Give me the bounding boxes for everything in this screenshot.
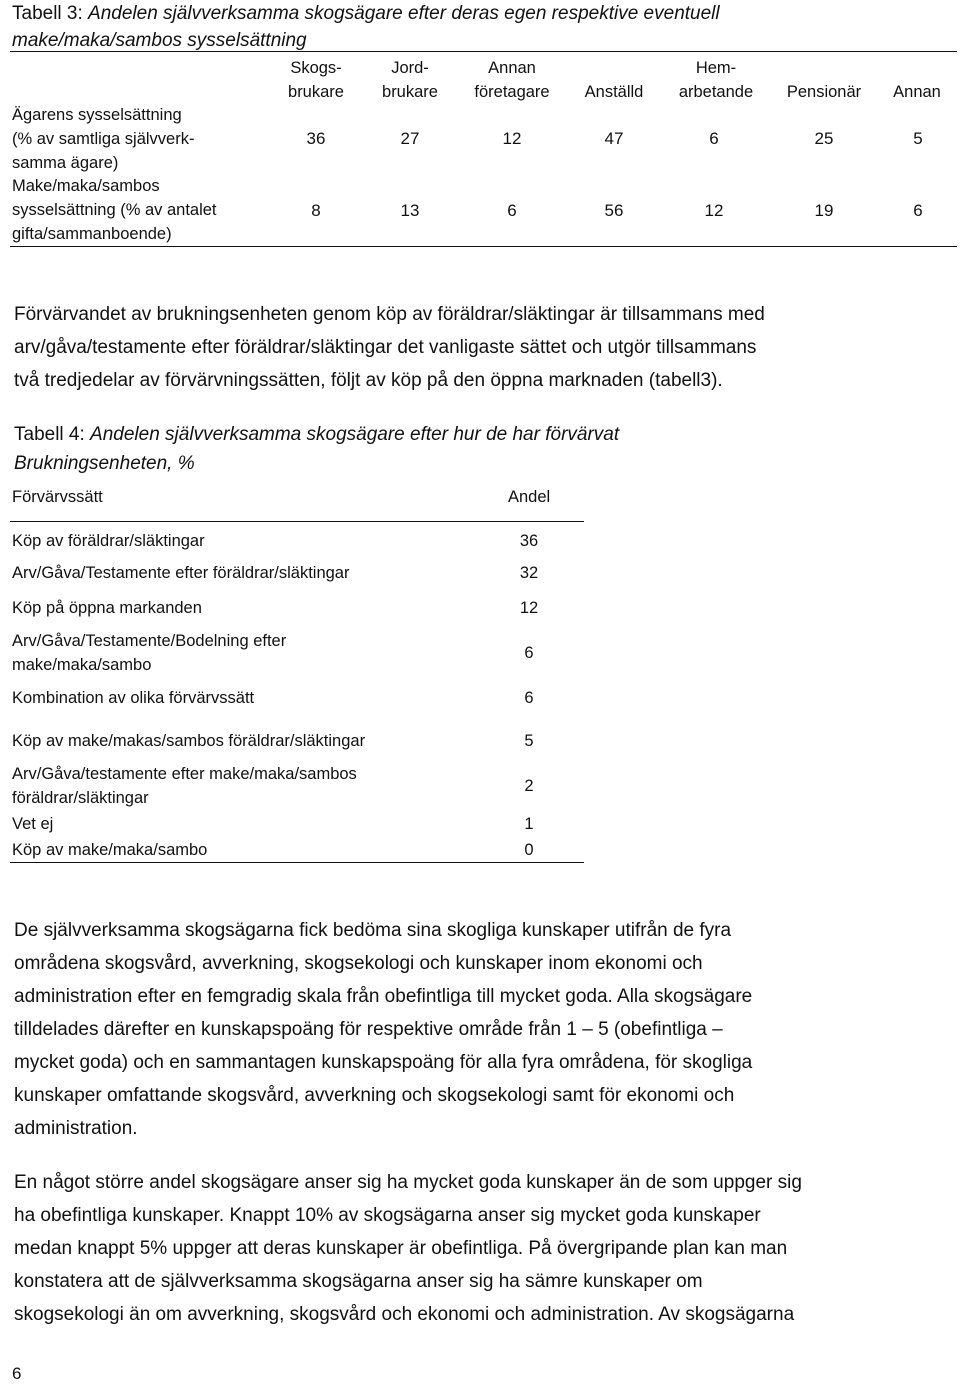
table3-col-header-line: Anställd <box>584 83 644 101</box>
table3-col-header-line: Annan <box>488 59 536 77</box>
paragraph-line: tilldelades därefter en kunskapspoäng för respektive område från 1 – 5 (obefintliga – <box>14 1019 723 1040</box>
paragraph-line: två tredjedelar av förvärvningssätten, följt av köp på den öppna marknaden (tabell3). <box>14 370 723 391</box>
paragraph-line: konstatera att de självverksamma skogsägarna anser sig ha sämre kunskaper om <box>14 1271 703 1292</box>
table4-caption <box>14 420 774 478</box>
paragraph-line: administration efter en femgradig skala från obefintliga till mycket goda. Alla skogsägare <box>14 986 753 1007</box>
table3-col-header <box>882 54 952 104</box>
table3-col-header-line: brukare <box>382 83 438 101</box>
table4-row-value: 36 <box>519 532 539 550</box>
paragraph-line: mycket goda) och en sammantagen kunskapspoäng för alla fyra områdena, för skogliga <box>14 1052 753 1073</box>
paragraph-line: arv/gåva/testamente efter föräldrar/släktingar det vanligaste sättet och utgör tillsammans <box>14 337 757 358</box>
page-number: 6 <box>12 1364 22 1383</box>
table3-col-header-line: brukare <box>288 83 344 101</box>
table3-col-header-line: Skogs- <box>290 59 342 77</box>
paragraph-line: De självverksamma skogsägarna fick bedöma sina skogliga kunskaper utifrån de fyra <box>14 920 732 941</box>
table3-caption-title-line1: Andelen självverksamma skogsägare efter deras egen respektive eventuell <box>88 3 720 24</box>
table3-col-header-line: Hem- <box>695 59 737 77</box>
table3-cell: 6 <box>507 201 517 220</box>
table3-cell: 12 <box>704 201 724 220</box>
paragraph-acquisition <box>14 298 914 397</box>
table4-row-label: Arv/Gåva/Testamente efter föräldrar/släktingar <box>12 564 350 582</box>
table4-row-label: Köp på öppna markanden <box>12 599 202 617</box>
table4-row-value: 2 <box>524 777 534 795</box>
table4-bottom-rule <box>10 862 584 863</box>
table3-col-header-line: Jord- <box>391 59 429 77</box>
table3-col-header <box>370 54 450 104</box>
table3-col-header-line: arbetande <box>678 83 754 101</box>
table3-cell: 12 <box>502 129 522 148</box>
table3-cell: 6 <box>913 201 923 220</box>
table3-row-label: Make/maka/sambos sysselsättning (% av antalet gifta/sammanboende) <box>12 177 217 243</box>
table3-caption-title-line2: make/maka/sambos sysselsättning <box>12 30 307 51</box>
table3-col-header <box>276 54 356 104</box>
table4-row-label: Köp av make/makas/sambos föräldrar/släktingar <box>12 732 366 750</box>
table3-cell: 56 <box>604 201 624 220</box>
table4-caption-lead: Tabell 4: <box>14 424 91 445</box>
paragraph-line: administration. <box>14 1118 138 1139</box>
table4-row-value: 32 <box>519 564 539 582</box>
table4-row-label: Köp av föräldrar/släktingar <box>12 532 205 550</box>
table3-cell: 19 <box>814 201 834 220</box>
table3-col-header <box>776 54 872 104</box>
table4-row-value: 0 <box>524 841 534 859</box>
table3-cell: 6 <box>709 129 719 148</box>
table4-row-value: 12 <box>519 599 539 617</box>
table4-row-label: Arv/Gåva/testamente efter make/maka/sambos föräldrar/släktingar <box>12 765 357 807</box>
table3-cell: 25 <box>814 129 834 148</box>
table4-row-value: 1 <box>524 815 534 833</box>
table3-col-header <box>572 54 656 104</box>
table4-header-value: Andel <box>508 488 551 506</box>
paragraph-line: skogsekologi än om avverkning, skogsvård och ekonomi och administration. Av skogsägarna <box>14 1304 795 1325</box>
table3-caption-lead: Tabell 3: <box>12 3 89 24</box>
paragraph-knowledge-method <box>14 914 914 1145</box>
table4-header-rule <box>10 521 584 522</box>
table3-cell: 5 <box>913 129 923 148</box>
table3-cell: 27 <box>400 129 420 148</box>
table4-row-value: 6 <box>524 689 534 707</box>
table4-row-label: Köp av make/maka/sambo <box>12 841 208 859</box>
table3-col-header <box>666 54 766 104</box>
table4-row-label: Vet ej <box>12 815 54 833</box>
paragraph-line: områdena skogsvård, avverkning, skogsekologi och kunskaper inom ekonomi och <box>14 953 703 974</box>
table3-col-header-line: Annan <box>893 83 941 101</box>
table3-col-header-line: företagare <box>474 83 550 101</box>
table3-cell: 36 <box>306 129 326 148</box>
paragraph-line: medan knappt 5% uppger att deras kunskaper är obefintliga. På övergripande plan kan man <box>14 1238 788 1259</box>
table3-top-rule <box>10 51 957 52</box>
table3-col-header-line: Pensionär <box>786 83 862 101</box>
table4-row-value: 6 <box>524 644 534 662</box>
table4-row-label: Kombination av olika förvärvssätt <box>12 689 255 707</box>
table3-cell: 8 <box>311 201 321 220</box>
paragraph-knowledge-results <box>14 1166 914 1331</box>
table3-col-header <box>462 54 562 104</box>
paragraph-line: ha obefintliga kunskaper. Knappt 10% av skogsägarna anser sig mycket goda kunskaper <box>14 1205 761 1226</box>
table4-row-value: 5 <box>524 732 534 750</box>
table4-caption-title-line2: Brukningsenheten, % <box>14 453 195 474</box>
table4-header-label: Förvärvssätt <box>12 488 103 506</box>
paragraph-line: Förvärvandet av brukningsenheten genom köp av föräldrar/släktingar är tillsammans med <box>14 304 765 325</box>
table3-cell: 47 <box>604 129 624 148</box>
table3-bottom-rule <box>10 246 957 247</box>
table3-row-label: Ägarens sysselsättning (% av samtliga självverk- samma ägare) <box>12 106 195 172</box>
table3-cell: 13 <box>400 201 420 220</box>
table4-row-label: Arv/Gåva/Testamente/Bodelning efter make/maka/sambo <box>12 632 287 674</box>
table3-caption <box>12 0 912 54</box>
paragraph-line: kunskaper omfattande skogsvård, avverkning och skogsekologi samt för ekonomi och <box>14 1085 735 1106</box>
paragraph-line: En något större andel skogsägare anser sig ha mycket goda kunskaper än de som uppger sig <box>14 1172 802 1193</box>
table4-caption-title-line1: Andelen självverksamma skogsägare efter hur de har förvärvat <box>90 424 620 445</box>
